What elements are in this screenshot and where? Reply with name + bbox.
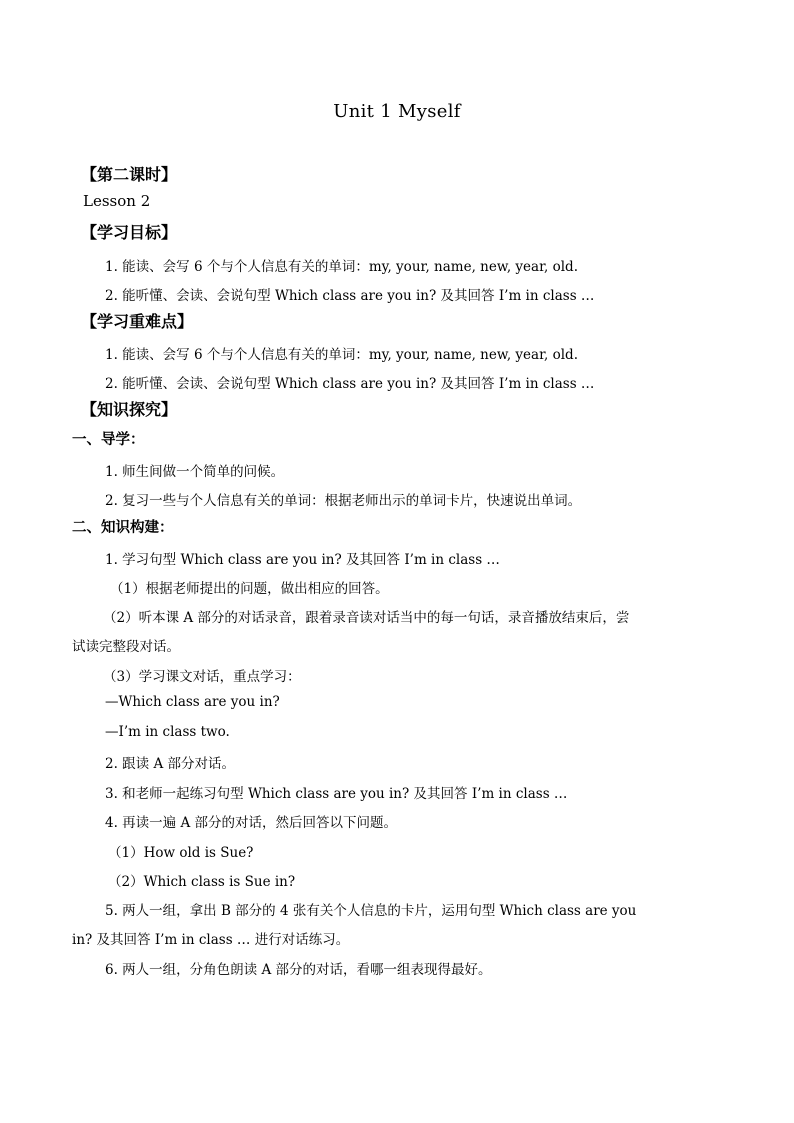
lesson-label: Lesson 2 <box>83 192 151 210</box>
dialogue-question: —Which class are you in? <box>105 694 280 710</box>
section-2-item-5-line-1: 5. 两人一组，拿出 B 部分的 4 张有关个人信息的卡片，运用句型 Which class are you <box>105 903 637 919</box>
section-1-item-1: 1. 师生间做一个简单的问候。 <box>105 464 285 480</box>
period-heading: 【第二课时】 <box>81 165 178 184</box>
goal-item-1: 1. 能读、会写 6 个与个人信息有关的单词：my, your, name, new, year, old. <box>105 259 578 275</box>
key-point-item-1: 1. 能读、会写 6 个与个人信息有关的单词：my, your, name, new, year, old. <box>105 347 578 363</box>
section-2-sub-2-line-2: 试读完整段对话。 <box>72 639 180 655</box>
section-2-item-4: 4. 再读一遍 A 部分的对话，然后回答以下问题。 <box>105 815 398 831</box>
section-1-item-2: 2. 复习一些与个人信息有关的单词：根据老师出示的单词卡片，快速说出单词。 <box>105 493 582 509</box>
question-2: （2）Which class is Sue in? <box>108 874 296 890</box>
goal-item-2: 2. 能听懂、会读、会说句型 Which class are you in? 及其回答 I’m in class … <box>105 288 595 304</box>
section-2-item-6: 6. 两人一组，分角色朗读 A 部分的对话，看哪一组表现得最好。 <box>105 962 492 978</box>
document-title: Unit 1 Myself <box>333 101 461 122</box>
section-2-heading: 二、知识构建： <box>72 519 174 536</box>
question-1: （1）How old is Sue? <box>108 845 254 861</box>
key-points-heading: 【学习重难点】 <box>81 312 194 331</box>
goals-heading: 【学习目标】 <box>81 223 178 242</box>
section-2-item-3: 3. 和老师一起练习句型 Which class are you in? 及其回答 I’m in class … <box>105 786 568 802</box>
explore-heading: 【知识探究】 <box>81 400 178 419</box>
section-2-sub-3: （3）学习课文对话，重点学习： <box>103 669 301 685</box>
dialogue-answer: —I’m in class two. <box>105 724 230 740</box>
section-2-sub-2-line-1: （2）听本课 A 部分的对话录音，跟着录音读对话当中的每一句话，录音播放结束后，尝 <box>103 610 630 626</box>
key-point-item-2: 2. 能听懂、会读、会说句型 Which class are you in? 及其回答 I’m in class … <box>105 376 595 392</box>
section-2-item-1: 1. 学习句型 Which class are you in? 及其回答 I’m in class … <box>105 552 500 568</box>
section-2-item-2: 2. 跟读 A 部分对话。 <box>105 756 236 772</box>
section-1-heading: 一、导学： <box>72 431 145 448</box>
section-2-item-5-line-2: in? 及其回答 I’m in class … 进行对话练习。 <box>72 932 350 948</box>
section-2-sub-1: （1）根据老师提出的问题，做出相应的回答。 <box>110 581 389 597</box>
